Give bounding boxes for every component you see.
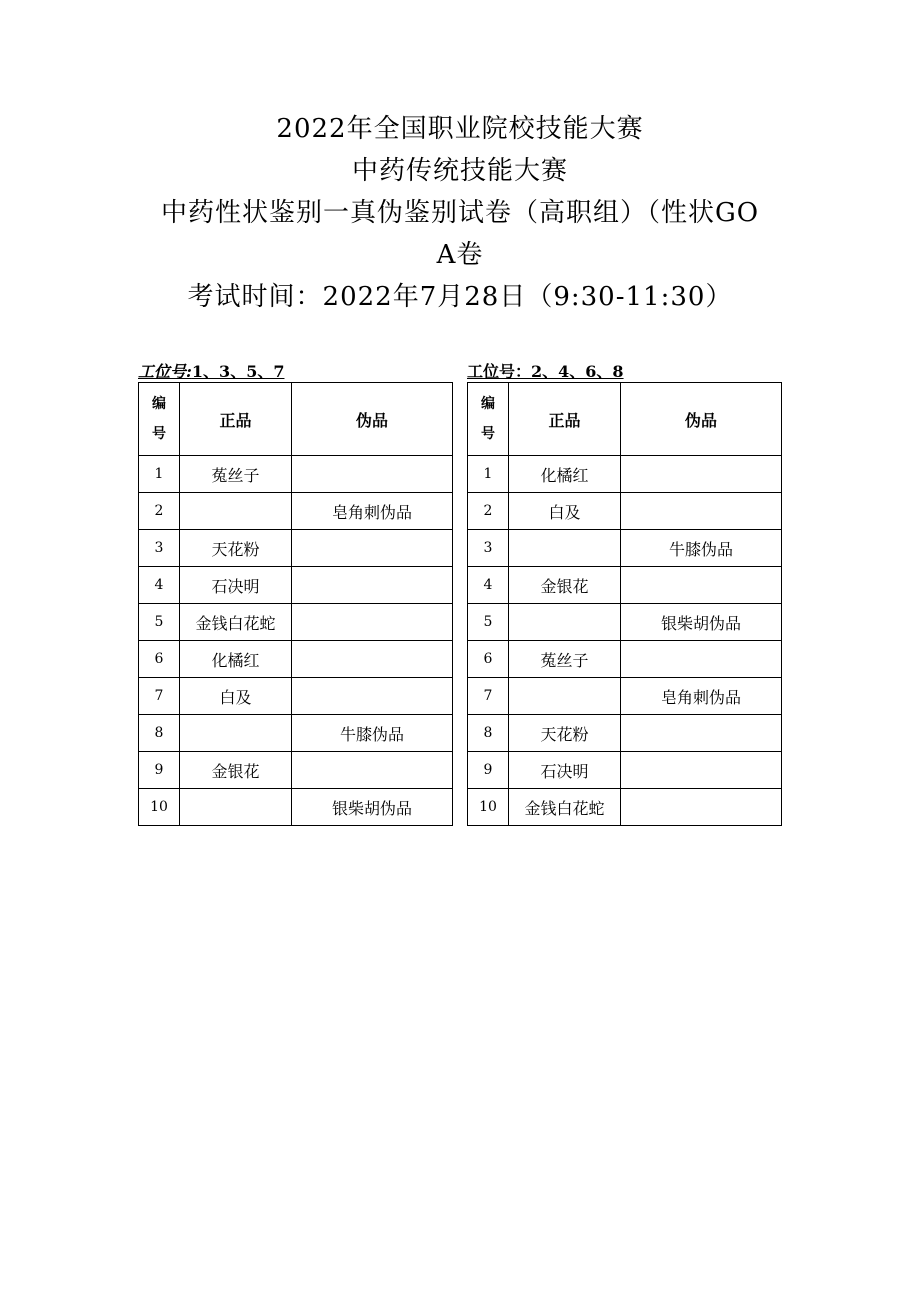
title-line-5: 考试时间：2022年7月28日（9:30-11:30） xyxy=(187,282,733,312)
cell-genuine xyxy=(180,493,292,530)
table-row xyxy=(468,456,782,493)
table-row xyxy=(139,715,453,752)
table-row xyxy=(468,752,782,789)
cell-fake xyxy=(292,456,453,493)
cell-fake xyxy=(621,789,782,826)
station-numbers: 1、3、5、7 xyxy=(191,362,285,381)
table-body-left xyxy=(139,456,453,826)
cell-fake: 银柴胡伪品 xyxy=(292,789,453,826)
cell-fake xyxy=(292,567,453,604)
cell-number: 9 xyxy=(468,752,509,789)
table-row xyxy=(139,789,453,826)
cell-fake xyxy=(621,456,782,493)
cell-genuine xyxy=(180,789,292,826)
table-row xyxy=(468,715,782,752)
cell-genuine: 金银花 xyxy=(509,567,621,604)
header-number: 编 号 xyxy=(468,383,509,456)
table-row xyxy=(139,493,453,530)
title-line-3: 中药性状鉴别一真伪鉴别试卷（高职组）（性状GO xyxy=(160,198,760,228)
header-fake: 伪品 xyxy=(292,383,453,456)
table-row xyxy=(139,604,453,641)
title-line-4: A卷 xyxy=(436,240,484,270)
cell-fake xyxy=(621,715,782,752)
cell-genuine: 天花粉 xyxy=(180,530,292,567)
station-label: 工位号: xyxy=(138,362,192,381)
cell-fake xyxy=(621,752,782,789)
table-row xyxy=(468,604,782,641)
cell-number: 6 xyxy=(139,641,180,678)
cell-number: 4 xyxy=(468,567,509,604)
table-row xyxy=(139,567,453,604)
cell-number: 2 xyxy=(139,493,180,530)
cell-number: 9 xyxy=(139,752,180,789)
table-row xyxy=(468,530,782,567)
table-row xyxy=(468,493,782,530)
cell-fake xyxy=(621,641,782,678)
cell-genuine: 金银花 xyxy=(180,752,292,789)
cell-number: 7 xyxy=(468,678,509,715)
header-number: 编 号 xyxy=(139,383,180,456)
document-title xyxy=(0,108,920,318)
cell-number: 1 xyxy=(139,456,180,493)
cell-genuine xyxy=(509,604,621,641)
cell-genuine: 金钱白花蛇 xyxy=(180,604,292,641)
cell-number: 3 xyxy=(468,530,509,567)
cell-number: 10 xyxy=(468,789,509,826)
cell-fake xyxy=(292,752,453,789)
cell-fake: 牛膝伪品 xyxy=(621,530,782,567)
table-row xyxy=(468,567,782,604)
station-heading-left xyxy=(138,362,453,382)
cell-number: 3 xyxy=(139,530,180,567)
header-genuine: 正品 xyxy=(509,383,621,456)
table-header-row xyxy=(139,383,453,456)
cell-genuine: 化橘红 xyxy=(180,641,292,678)
cell-genuine xyxy=(509,678,621,715)
cell-genuine: 白及 xyxy=(180,678,292,715)
cell-number: 6 xyxy=(468,641,509,678)
cell-fake xyxy=(292,604,453,641)
station-heading-right xyxy=(467,362,782,382)
table-row xyxy=(139,641,453,678)
left-panel xyxy=(138,362,453,826)
answer-table-left xyxy=(138,382,453,826)
cell-fake xyxy=(621,567,782,604)
cell-number: 1 xyxy=(468,456,509,493)
cell-fake xyxy=(292,641,453,678)
station-numbers: 2、4、6、8 xyxy=(531,362,624,381)
table-row xyxy=(139,456,453,493)
station-label: 工位号： xyxy=(467,362,532,381)
cell-fake: 银柴胡伪品 xyxy=(621,604,782,641)
table-row xyxy=(468,641,782,678)
table-row xyxy=(139,678,453,715)
cell-number: 5 xyxy=(468,604,509,641)
table-header-row xyxy=(468,383,782,456)
cell-genuine: 白及 xyxy=(509,493,621,530)
cell-number: 4 xyxy=(139,567,180,604)
cell-fake xyxy=(621,493,782,530)
cell-genuine: 化橘红 xyxy=(509,456,621,493)
table-row xyxy=(139,752,453,789)
table-body-right xyxy=(468,456,782,826)
cell-fake xyxy=(292,678,453,715)
cell-genuine xyxy=(180,715,292,752)
cell-fake xyxy=(292,530,453,567)
table-row xyxy=(139,530,453,567)
cell-genuine: 菟丝子 xyxy=(180,456,292,493)
cell-number: 2 xyxy=(468,493,509,530)
cell-number: 7 xyxy=(139,678,180,715)
cell-number: 5 xyxy=(139,604,180,641)
table-row xyxy=(468,678,782,715)
table-row xyxy=(468,789,782,826)
title-line-2: 中药传统技能大赛 xyxy=(351,156,568,186)
cell-genuine xyxy=(509,530,621,567)
cell-genuine: 天花粉 xyxy=(509,715,621,752)
header-fake: 伪品 xyxy=(621,383,782,456)
cell-genuine: 石决明 xyxy=(180,567,292,604)
title-line-1: 2022年全国职业院校技能大赛 xyxy=(276,114,644,144)
cell-genuine: 菟丝子 xyxy=(509,641,621,678)
cell-fake: 牛膝伪品 xyxy=(292,715,453,752)
cell-number: 8 xyxy=(139,715,180,752)
cell-genuine: 金钱白花蛇 xyxy=(509,789,621,826)
answer-table-right xyxy=(467,382,782,826)
cell-fake: 皂角刺伪品 xyxy=(292,493,453,530)
right-panel xyxy=(467,362,782,826)
cell-number: 10 xyxy=(139,789,180,826)
cell-number: 8 xyxy=(468,715,509,752)
cell-genuine: 石决明 xyxy=(509,752,621,789)
cell-fake: 皂角刺伪品 xyxy=(621,678,782,715)
header-genuine: 正品 xyxy=(180,383,292,456)
